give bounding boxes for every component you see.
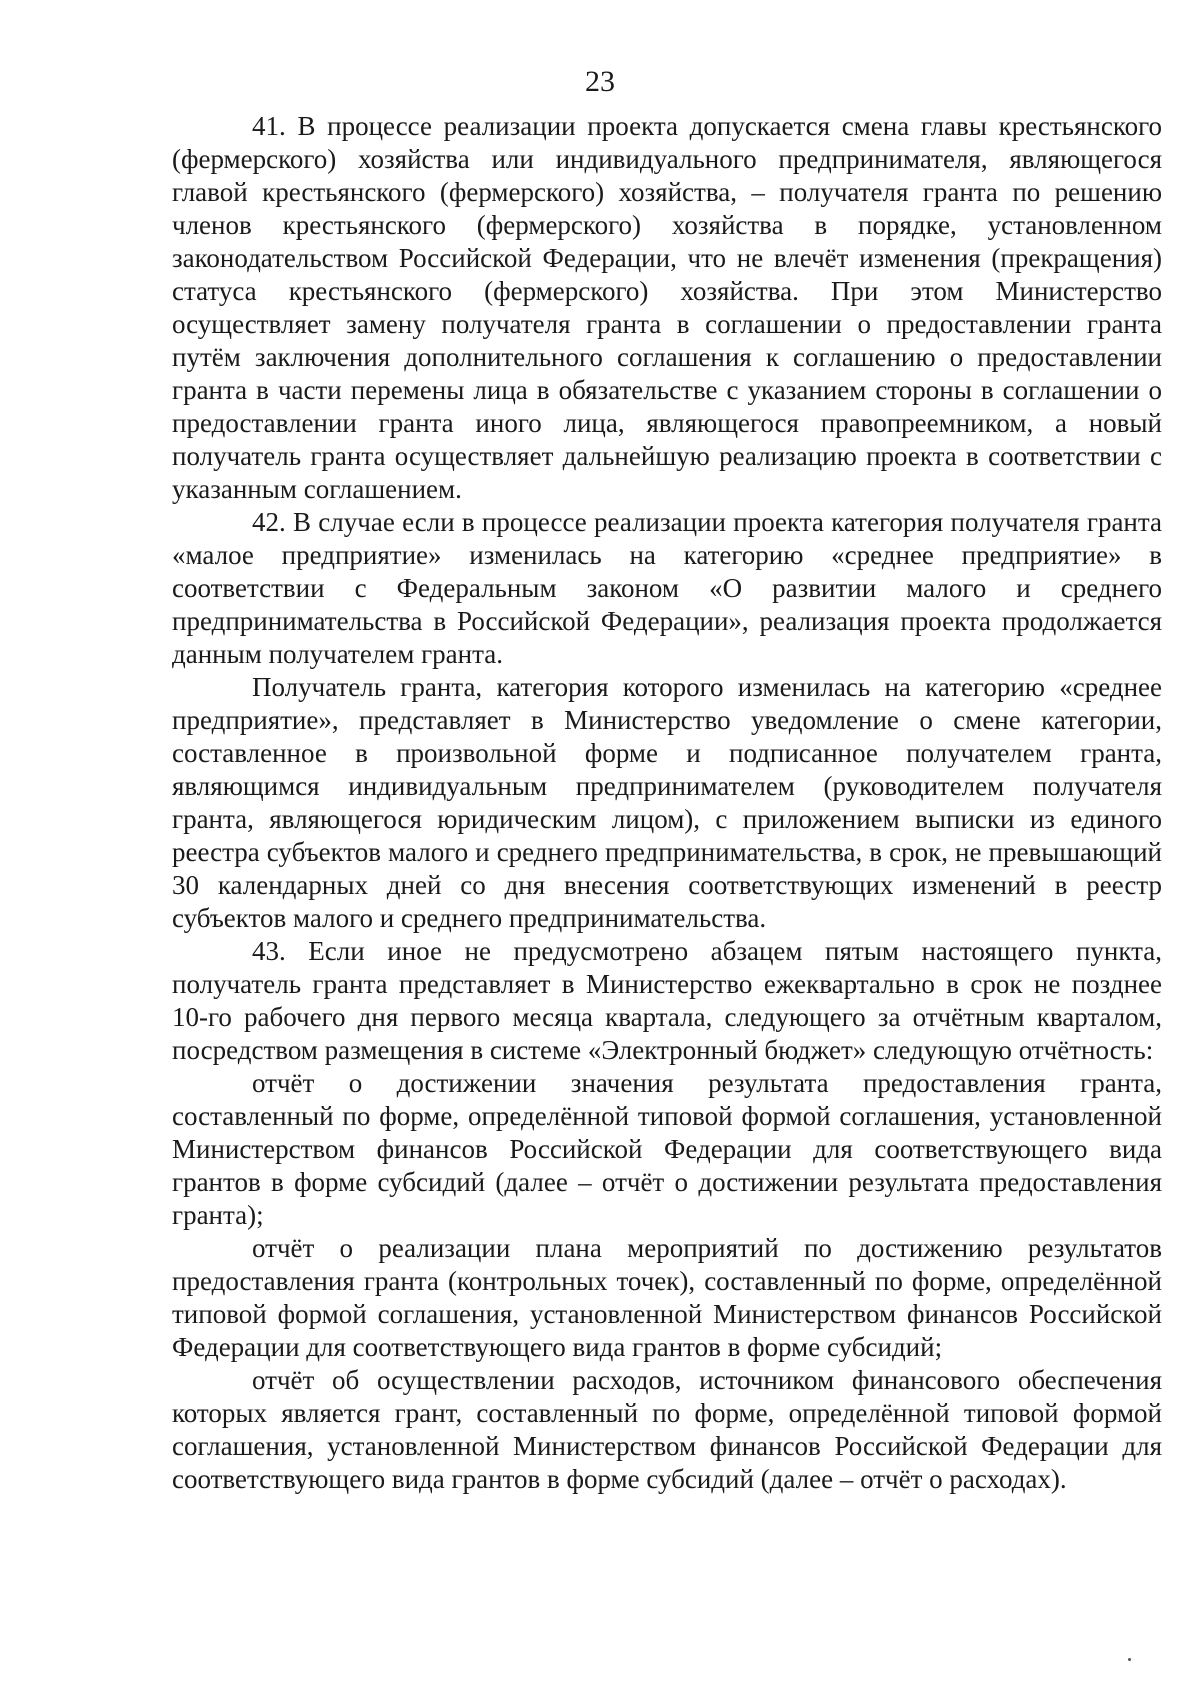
paragraph-43: 43. Если иное не предусмотрено абзацем пятым настоящего пункта, получатель гранта представляет в Министерство ежеквартально в срок не позднее 10-го рабочего дня первого месяца квартала, следующего за отчётным кварталом, посредством размещения в системе «Электронный бюджет» следующую отчётность: (172, 936, 1162, 1065)
paragraph-43-report-result: отчёт о достижении значения результата предоставления гранта, составленный по форме, определённой типовой формой соглашения, установленной Министерством финансов Российской Федерации для соответствующего вида грантов в форме субсидий (далее – отчёт о достижении результата предоставления гранта); (172, 1068, 1162, 1230)
paragraph-43-report-plan: отчёт о реализации плана мероприятий по достижению результатов предоставления гранта (контрольных точек), составленный по форме, определённой типовой формой соглашения, установленной Министерством финансов Российской Федерации для соответствующего вида грантов в форме субсидий; (172, 1233, 1162, 1362)
document-body (172, 110, 1162, 1496)
paragraph-43-report-expenses: отчёт об осуществлении расходов, источником финансового обеспечения которых является грант, составленный по форме, определённой типовой формой соглашения, установленной Министерством финансов Российской Федерации для соответствующего вида грантов в форме субсидий (далее – отчёт о расходах). (172, 1365, 1162, 1494)
page-number: 23 (585, 65, 615, 98)
paragraph-42: 42. В случае если в процессе реализации проекта категория получателя гранта «малое предприятие» изменилась на категорию «среднее предприятие» в соответствии с Федеральным законом «О развитии малого и среднего предпринимательства в Российской Федерации», реализация проекта продолжается данным получателем гранта. (172, 507, 1162, 669)
scan-speck (1128, 1658, 1131, 1661)
paragraph-42-notification: Получатель гранта, категория которого изменилась на категорию «среднее предприятие», представляет в Министерство уведомление о смене категории, составленное в произвольной форме и подписанное получателем гранта, являющимся индивидуальным предпринимателем (руководителем получателя гранта, являющегося юридическим лицом), с приложением выписки из единого реестра субъектов малого и среднего предпринимательства, в срок, не превышающий 30 календарных дней со дня внесения соответствующих изменений в реестр субъектов малого и среднего предпринимательства. (172, 672, 1162, 933)
paragraph-41: 41. В процессе реализации проекта допускается смена главы крестьянского (фермерского) хозяйства или индивидуального предпринимателя, являющегося главой крестьянского (фермерского) хозяйства, – получателя гранта по решению членов крестьянского (фермерского) хозяйства в порядке, установленном законодательством Российской Федерации, что не влечёт изменения (прекращения) статуса крестьянского (фермерского) хозяйства. При этом Министерство осуществляет замену получателя гранта в соглашении о предоставлении гранта путём заключения дополнительного соглашения к соглашению о предоставлении гранта в части перемены лица в обязательстве с указанием стороны в соглашении о предоставлении гранта иного лица, являющегося правопреемником, а новый получатель гранта осуществляет дальнейшую реализацию проекта в соответствии с указанным соглашением. (172, 111, 1162, 504)
